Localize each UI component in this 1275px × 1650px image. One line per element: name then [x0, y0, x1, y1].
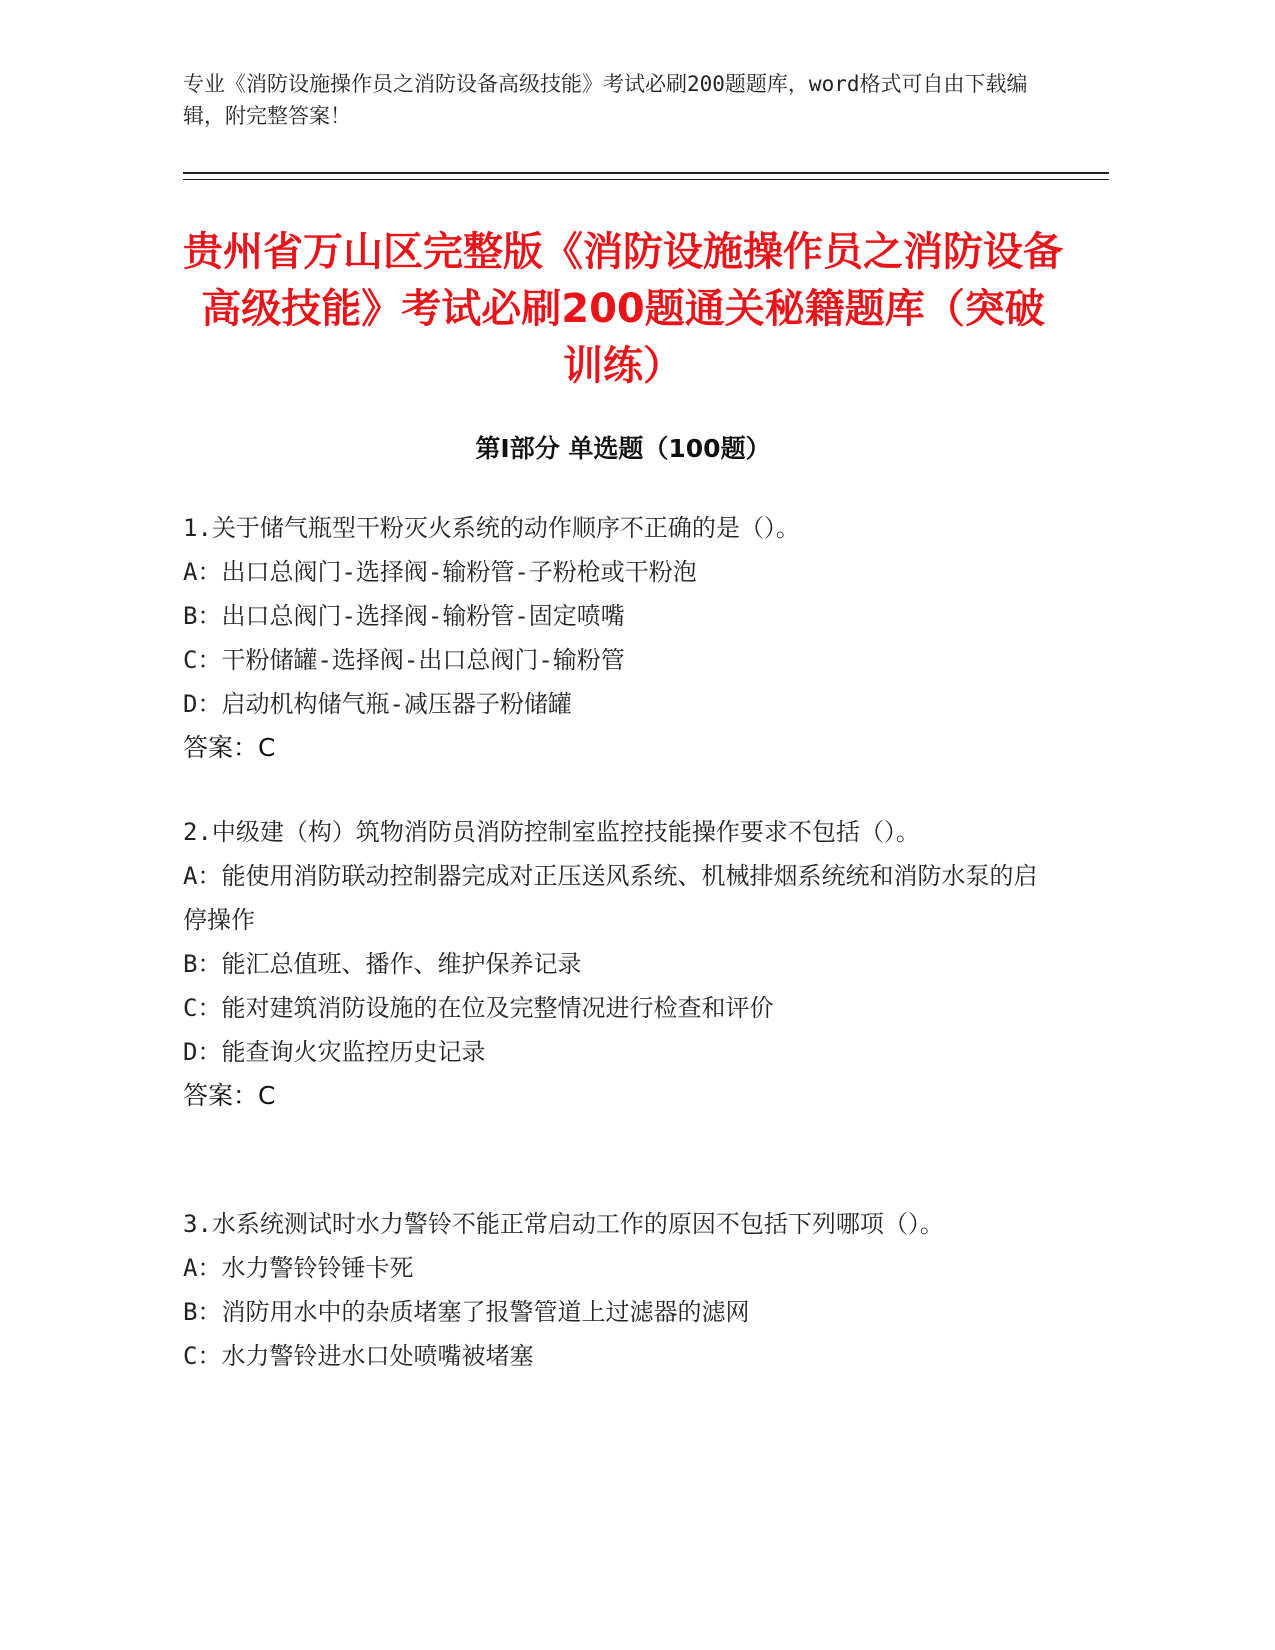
option-d: D：能查询火灾监控历史记录	[183, 1038, 486, 1066]
question-1	[183, 506, 1043, 770]
option-c: C：能对建筑消防设施的在位及完整情况进行检查和评价	[183, 994, 774, 1022]
option-b: B：能汇总值班、播作、维护保养记录	[183, 950, 582, 978]
section-heading: 第I部分 单选题（100题）	[475, 434, 771, 463]
option-d: D：启动机构储气瓶-减压器子粉储罐	[183, 690, 572, 718]
option-b: B：出口总阀门-选择阀-输粉管-固定喷嘴	[183, 602, 625, 630]
header-rule-thick	[183, 172, 1109, 174]
header-note: 专业《消防设施操作员之消防设备高级技能》考试必刷200题题库，word格式可自由下载编辑，附完整答案！	[183, 72, 1028, 128]
answer: 答案：C	[183, 733, 276, 762]
question-stem: 1.关于储气瓶型干粉灭火系统的动作顺序不正确的是（）。	[183, 514, 800, 542]
question-stem: 2.中级建（构）筑物消防员消防控制室监控技能操作要求不包括（）。	[183, 818, 920, 846]
option-c: C：水力警铃进水口处喷嘴被堵塞	[183, 1342, 534, 1370]
option-a: A：水力警铃铃锤卡死	[183, 1254, 414, 1282]
option-b: B：消防用水中的杂质堵塞了报警管道上过滤器的滤网	[183, 1298, 750, 1326]
option-a: A：能使用消防联动控制器完成对正压送风系统、机械排烟系统统和消防水泵的启停操作	[183, 862, 1038, 934]
header-rule-thin	[183, 179, 1109, 180]
document-title: 贵州省万山区完整版《消防设施操作员之消防设备高级技能》考试必刷200题通关秘籍题库（突破训练）	[183, 229, 1063, 389]
option-a: A：出口总阀门-选择阀-输粉管-子粉枪或干粉泡	[183, 558, 697, 586]
option-c: C：干粉储罐-选择阀-出口总阀门-输粉管	[183, 646, 625, 674]
question-stem: 3.水系统测试时水力警铃不能正常启动工作的原因不包括下列哪项（）。	[183, 1210, 944, 1238]
question-2	[183, 810, 1043, 1118]
answer: 答案：C	[183, 1081, 276, 1110]
question-3	[183, 1202, 1043, 1378]
